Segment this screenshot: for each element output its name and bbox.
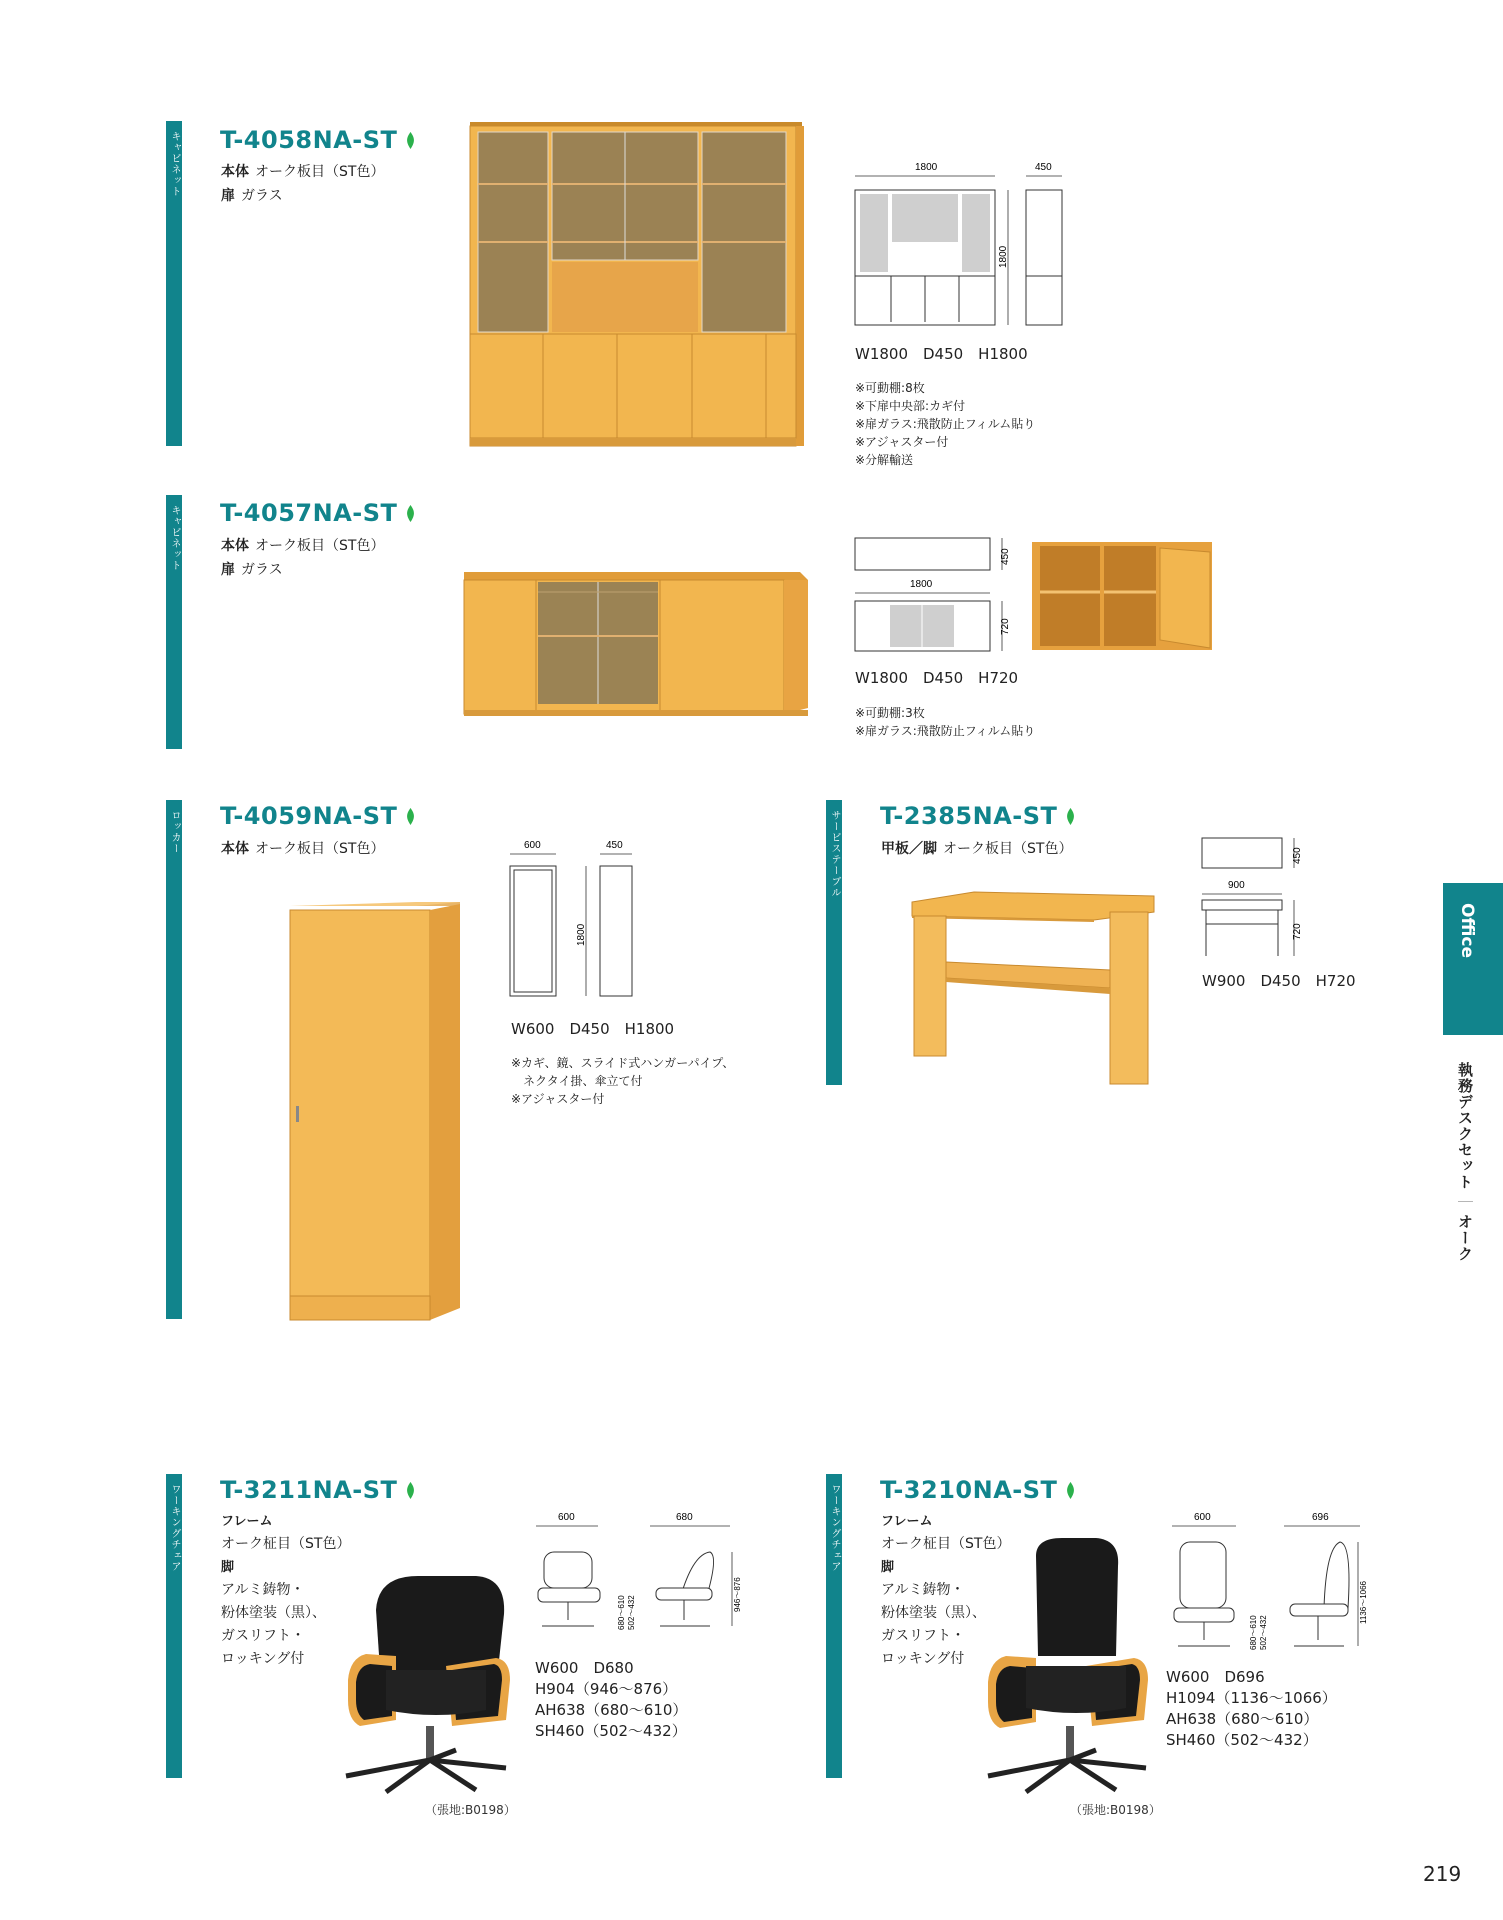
- eco-leaf-icon: [405, 132, 416, 149]
- drawing-t4058: [850, 158, 1075, 338]
- dims-t4059: W600 D450 H1800: [511, 1020, 675, 1038]
- svg-text:680～610: 680～610: [617, 1595, 626, 1630]
- svg-text:502～432: 502～432: [1259, 1615, 1268, 1650]
- category-label: ロッカー: [169, 810, 180, 854]
- category-bar-cabinet: [166, 495, 182, 749]
- spec-door: 扉 ガラス: [221, 562, 283, 578]
- category-label: ワーキングチェア: [169, 1484, 180, 1572]
- dims-t4058: W1800 D450 H1800: [855, 345, 1028, 363]
- cabinet-t4057-interior-photo: [1030, 540, 1215, 652]
- note-line: ※扉ガラス:飛散防止フィルム貼り: [855, 724, 1036, 738]
- spec-body: 本体 オーク板目（ST色）: [221, 538, 385, 554]
- note-line: ※扉ガラス:飛散防止フィルム貼り: [855, 417, 1036, 431]
- svg-text:1800: 1800: [576, 923, 587, 946]
- category-bar-service-table: [826, 800, 842, 1085]
- svg-text:900: 900: [1228, 880, 1245, 891]
- svg-text:600: 600: [1194, 1512, 1211, 1523]
- category-label: サービステーブル: [829, 810, 840, 898]
- spec-chair-t3210: フレーム オーク柾目（ST色） 脚 アルミ鋳物・ 粉体塗装（黒）、 ガスリフト・ ロッキング付: [881, 1514, 1011, 1667]
- svg-text:1800: 1800: [910, 579, 933, 590]
- svg-text:450: 450: [606, 840, 623, 851]
- category-bar-cabinet: [166, 121, 182, 446]
- chair-t3211-photo: [326, 1570, 516, 1795]
- note-line: ネクタイ掛、傘立て付: [511, 1074, 643, 1088]
- cabinet-t4058-photo: [466, 122, 806, 462]
- category-label: キャビネット: [169, 131, 180, 197]
- chair-t3210-photo: [966, 1536, 1161, 1796]
- svg-text:1800: 1800: [998, 245, 1009, 268]
- note-line: ※分解輸送: [855, 453, 914, 467]
- product-code-t4059: T-4059NA-ST: [220, 802, 416, 830]
- category-bar-working-chair: [166, 1474, 182, 1778]
- fabric-code: （張地:B0198）: [1070, 1803, 1161, 1817]
- eco-leaf-icon: [405, 1482, 416, 1499]
- page-number: 219: [1423, 1862, 1462, 1886]
- svg-text:1136～1066: 1136～1066: [1359, 1581, 1368, 1624]
- series-label: 執務デスクセット: [1456, 1062, 1474, 1190]
- note-line: ※カギ、鏡、スライド式ハンガーパイプ、: [511, 1056, 735, 1070]
- locker-t4059-photo: [284, 896, 464, 1328]
- eco-leaf-icon: [1065, 1482, 1076, 1499]
- spec-body: 本体 オーク板目（ST色）: [221, 841, 385, 857]
- dims-t3210: W600 D696 H1094（1136～1066） AH638（680～610） SH460（502～432）: [1166, 1668, 1337, 1749]
- cabinet-t4057-photo: [460, 560, 810, 730]
- note-line: ※アジャスター付: [511, 1092, 605, 1106]
- note-line: ※可動棚:3枚: [855, 706, 925, 720]
- eco-leaf-icon: [1065, 808, 1076, 825]
- note-line: ※下扉中央部:カギ付: [855, 399, 966, 413]
- drawing-t4059: [506, 836, 646, 1006]
- svg-text:600: 600: [558, 1512, 575, 1523]
- material-label: オーク: [1456, 1214, 1474, 1262]
- product-code-t3211: T-3211NA-ST: [220, 1476, 416, 1504]
- office-side-tab[interactable]: [1443, 883, 1503, 1035]
- svg-text:946～876: 946～876: [733, 1577, 742, 1612]
- side-tab-label: Office: [1457, 903, 1477, 959]
- product-code-t4058: T-4058NA-ST: [220, 126, 416, 154]
- eco-leaf-icon: [405, 505, 416, 522]
- drawing-t3211: [532, 1508, 742, 1638]
- dims-t4057: W1800 D450 H720: [855, 669, 1019, 687]
- svg-text:450: 450: [1292, 847, 1303, 864]
- svg-text:680～610: 680～610: [1249, 1615, 1258, 1650]
- drawing-t4057: [850, 535, 1010, 655]
- drawing-t3210: [1166, 1508, 1366, 1658]
- fabric-code: （張地:B0198）: [425, 1803, 516, 1817]
- svg-text:450: 450: [1035, 162, 1052, 173]
- svg-text:680: 680: [676, 1512, 693, 1523]
- svg-text:600: 600: [524, 840, 541, 851]
- spec-body: 本体 オーク板目（ST色）: [221, 164, 385, 180]
- svg-text:1800: 1800: [915, 162, 938, 173]
- spec-door: 扉 ガラス: [221, 188, 283, 204]
- product-code-t4057: T-4057NA-ST: [220, 499, 416, 527]
- eco-leaf-icon: [405, 808, 416, 825]
- note-line: ※アジャスター付: [855, 435, 949, 449]
- dims-t2385: W900 D450 H720: [1202, 972, 1356, 990]
- drawing-t2385: [1198, 834, 1308, 964]
- spec-chair-t3211: フレーム オーク柾目（ST色） 脚 アルミ鋳物・ 粉体塗装（黒）、 ガスリフト・ ロッキング付: [221, 1514, 351, 1667]
- product-code-t3210: T-3210NA-ST: [880, 1476, 1076, 1504]
- dims-t3211: W600 D680 H904（946～876） AH638（680～610） SH460（502～432）: [535, 1659, 688, 1740]
- category-label: キャビネット: [169, 505, 180, 571]
- product-code-t2385: T-2385NA-ST: [880, 802, 1076, 830]
- svg-text:720: 720: [1000, 618, 1011, 635]
- category-bar-locker: [166, 800, 182, 1319]
- note-line: ※可動棚:8枚: [855, 381, 925, 395]
- svg-text:720: 720: [1292, 923, 1303, 940]
- category-label: ワーキングチェア: [829, 1484, 840, 1572]
- svg-text:450: 450: [1000, 548, 1011, 565]
- svg-text:696: 696: [1312, 1512, 1329, 1523]
- spec-top-leg: 甲板／脚 オーク板目（ST色）: [881, 841, 1073, 857]
- table-t2385-photo: [910, 890, 1160, 1090]
- svg-text:502～432: 502～432: [627, 1595, 636, 1630]
- series-separator: ｜: [1456, 1194, 1474, 1210]
- category-bar-working-chair: [826, 1474, 842, 1778]
